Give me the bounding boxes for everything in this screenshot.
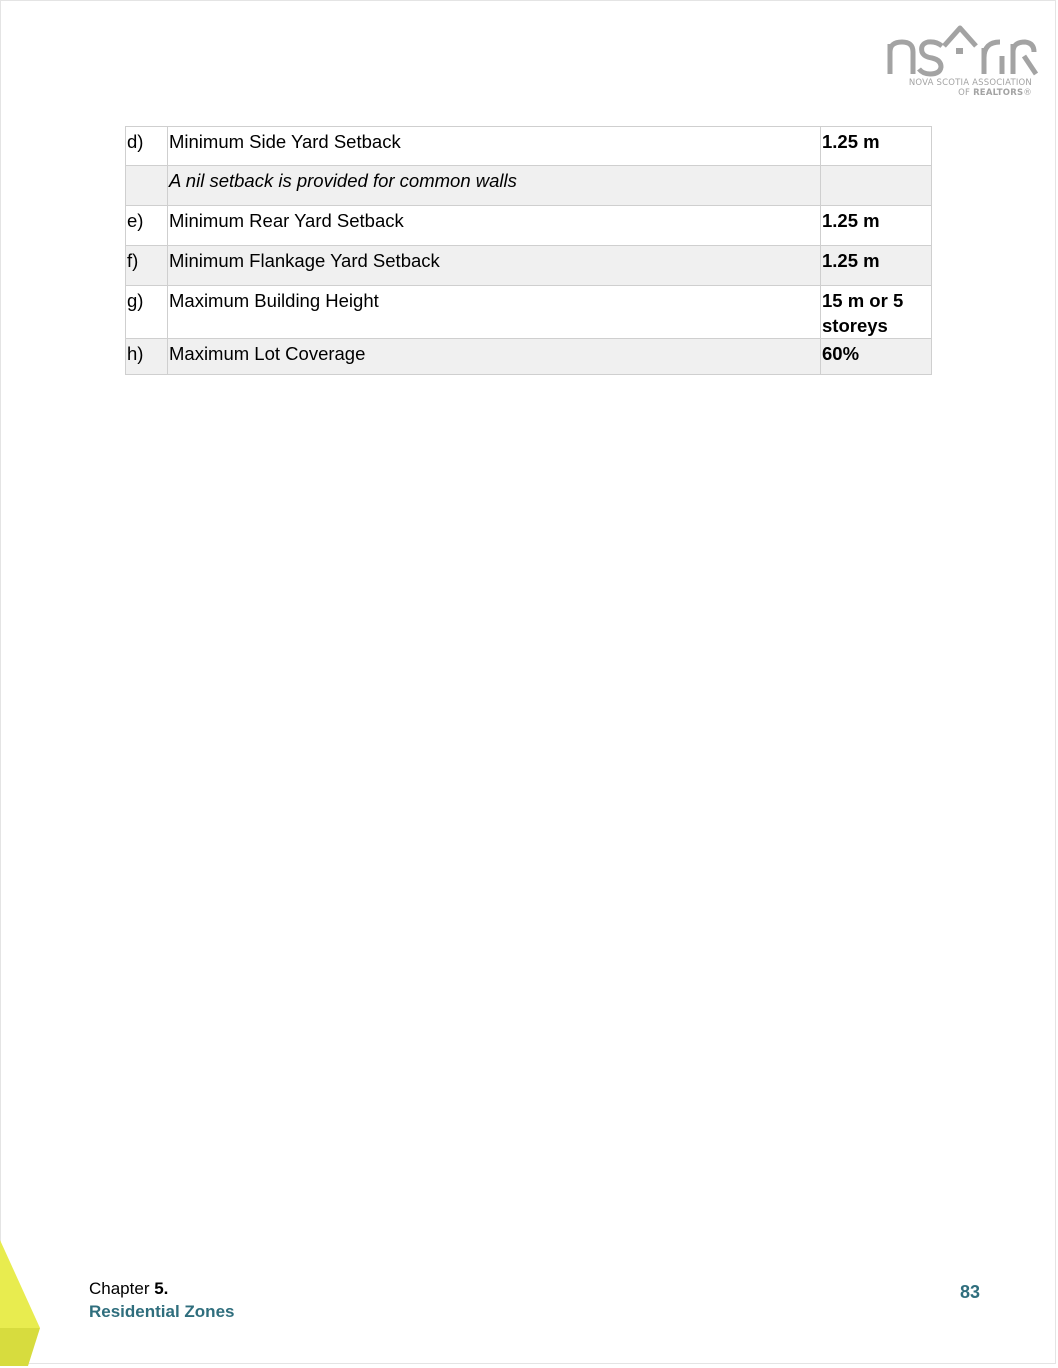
row-letter: e) bbox=[126, 206, 168, 246]
row-value: 1.25 m bbox=[821, 246, 932, 286]
logo-caption-suffix: ® bbox=[1023, 88, 1032, 98]
footer-chapter bbox=[89, 1278, 168, 1300]
row-label: Maximum Lot Coverage bbox=[168, 339, 821, 375]
footer-section-title: Residential Zones bbox=[89, 1302, 235, 1321]
table-row bbox=[126, 339, 932, 375]
row-label: Maximum Building Height bbox=[168, 286, 821, 339]
row-letter bbox=[126, 166, 168, 206]
row-letter: d) bbox=[126, 127, 168, 166]
nsar-logo-icon bbox=[882, 22, 1042, 80]
row-letter: h) bbox=[126, 339, 168, 375]
footer-chapter-number: 5. bbox=[154, 1279, 169, 1298]
zone-requirements-table bbox=[125, 126, 932, 375]
row-value: 1.25 m bbox=[821, 206, 932, 246]
row-value: 15 m or 5 storeys bbox=[821, 286, 932, 339]
row-value: 1.25 m bbox=[821, 127, 932, 166]
row-letter: g) bbox=[126, 286, 168, 339]
table-row bbox=[126, 127, 932, 166]
table-row bbox=[126, 246, 932, 286]
page-number: 83 bbox=[959, 1282, 980, 1302]
row-value bbox=[821, 166, 932, 206]
logo-caption-prefix: OF bbox=[958, 88, 974, 98]
logo-caption-strong: REALTORS bbox=[973, 88, 1024, 98]
nsar-logo bbox=[882, 22, 1034, 102]
table-row bbox=[126, 286, 932, 339]
logo-caption-line2 bbox=[882, 88, 1032, 98]
logo-caption-line1: NOVA SCOTIA ASSOCIATION bbox=[908, 78, 1032, 88]
table-row bbox=[126, 206, 932, 246]
row-note: A nil setback is provided for common walls bbox=[168, 166, 821, 206]
table-row bbox=[126, 166, 932, 206]
corner-decoration bbox=[0, 1240, 44, 1366]
row-letter: f) bbox=[126, 246, 168, 286]
row-label: Minimum Side Yard Setback bbox=[168, 127, 821, 166]
logo-caption bbox=[882, 78, 1032, 98]
row-value: 60% bbox=[821, 339, 932, 375]
footer-chapter-prefix: Chapter bbox=[89, 1279, 155, 1298]
row-label: Minimum Rear Yard Setback bbox=[168, 206, 821, 246]
row-label: Minimum Flankage Yard Setback bbox=[168, 246, 821, 286]
